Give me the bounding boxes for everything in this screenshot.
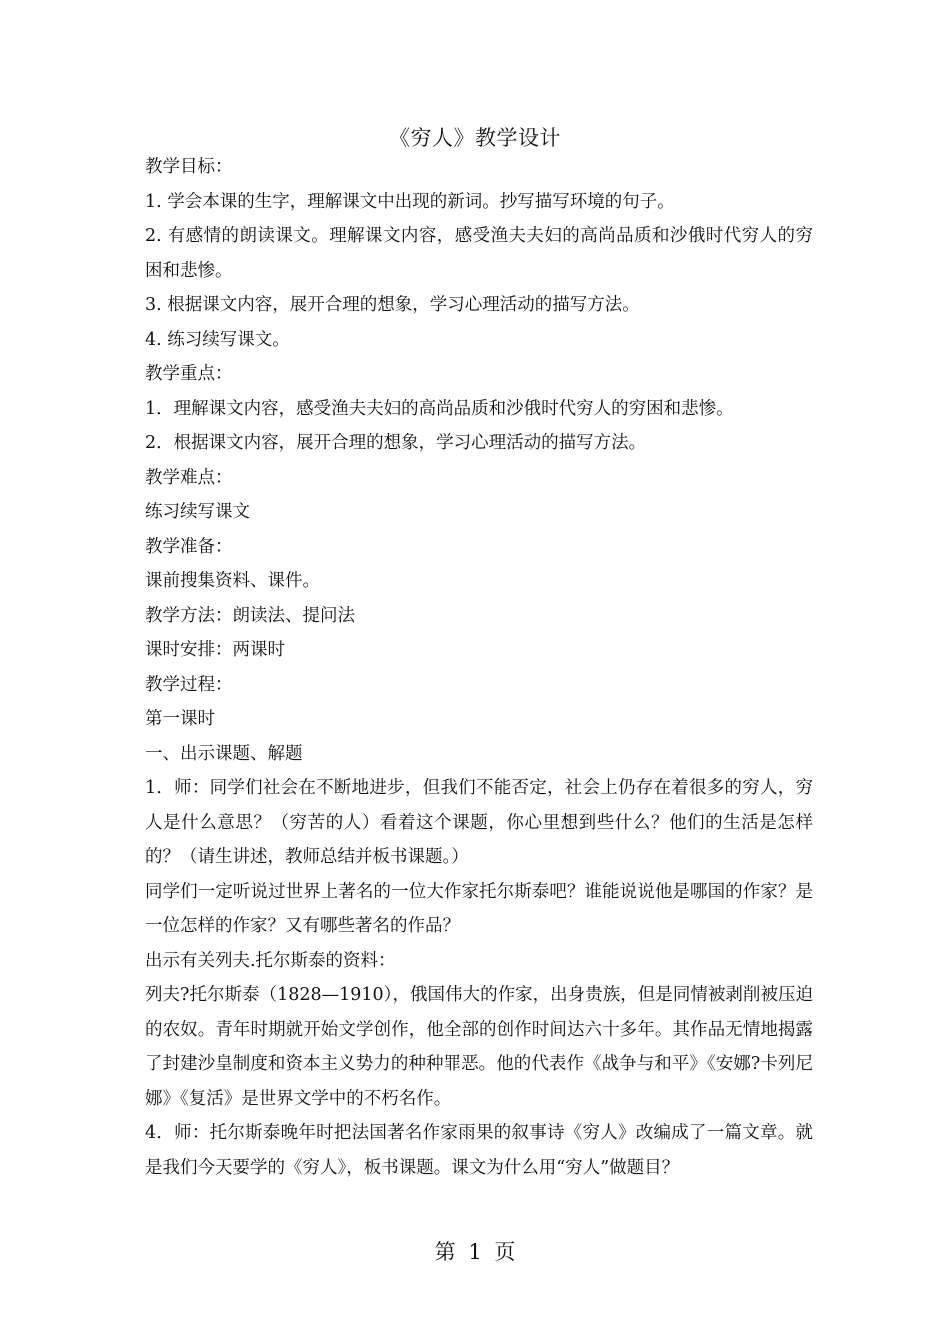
process-paragraph: 出示有关列夫.托尔斯泰的资料：: [145, 950, 396, 971]
heading-objectives: 教学目标：: [145, 157, 233, 177]
page-number: 第 1 页: [434, 1240, 516, 1264]
process-paragraph: 1．师：同学们社会在不断地进步，但我们不能否定，社会上仍存在着很多的穷人，穷人是什么意思？（穷苦的人）看着这个课题，你心里想到些什么？他们的生活是怎样的？（请生讲述，教师总结并板书课题。）: [145, 778, 813, 867]
process-paragraph: 同学们一定听说过世界上著名的一位大作家托尔斯泰吧？谁能说说他是哪国的作家？是一位怎样的作家？又有哪些著名的作品？: [145, 881, 813, 936]
objective-item: 1. 学会本课的生字，理解课文中出现的新词。抄写描写环境的句子。: [145, 191, 675, 212]
preparation-item: 课前搜集资料、课件。: [145, 571, 320, 591]
heading-difficulties: 教学难点：: [145, 467, 233, 488]
objective-item: 4. 练习续写课文。: [145, 329, 290, 350]
objective-item: 3. 根据课文内容，展开合理的想象，学习心理活动的描写方法。: [145, 295, 640, 315]
document-body: [145, 150, 813, 1185]
key-point-item: 2．根据课文内容，展开合理的想象，学习心理活动的描写方法。: [145, 433, 647, 453]
author-bio-paragraph: 列夫?托尔斯泰（1828—1910），俄国伟大的作家，出身贵族，但是同情被剥削被压迫的农奴。青年时期就开始文学创作，他全部的创作时间达六十多年。其作品无情地揭露了封建沙皇制度和资本主义势力的种种罪恶。他的代表作《战争与和平》《安娜?卡列尼娜》《复活》是世界文学中的不朽名作。: [145, 985, 813, 1109]
key-point-item: 1．理解课文内容，感受渔夫夫妇的高尚品质和沙俄时代穷人的穷困和悲惨。: [145, 398, 734, 419]
section-heading: 一、出示课题、解题: [145, 743, 303, 764]
document-title: 《穷人》教学设计: [389, 126, 561, 150]
difficulty-item: 练习续写课文: [145, 502, 250, 522]
teaching-methods: 教学方法：朗读法、提问法: [145, 605, 355, 626]
process-paragraph: 4．师：托尔斯泰晚年时把法国著名作家雨果的叙事诗《穷人》改编成了一篇文章。就是我们今天要学的《穷人》，板书课题。课文为什么用“穷人”做题目？: [145, 1123, 813, 1178]
heading-preparation: 教学准备：: [145, 536, 233, 557]
class-schedule: 课时安排：两课时: [145, 640, 285, 660]
lesson-heading: 第一课时: [145, 709, 215, 729]
heading-process: 教学过程：: [145, 674, 233, 695]
objective-item: 2. 有感情的朗读课文。理解课文内容，感受渔夫夫妇的高尚品质和沙俄时代穷人的穷困和悲惨。: [145, 226, 813, 281]
heading-key-points: 教学重点：: [145, 364, 233, 384]
